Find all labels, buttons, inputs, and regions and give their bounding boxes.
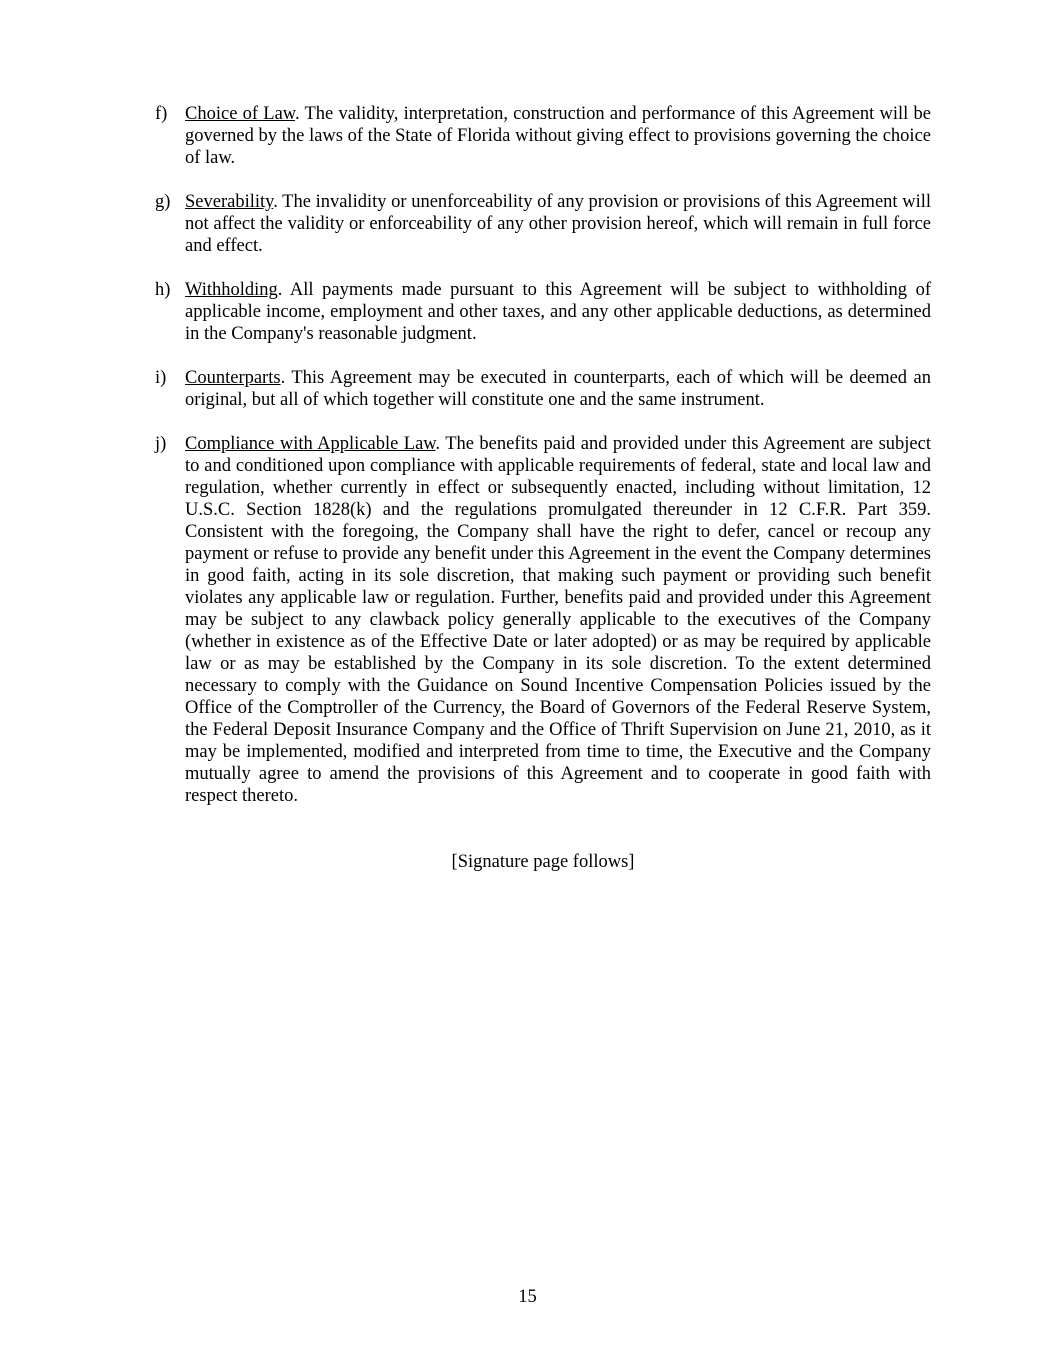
clause-f <box>155 103 931 169</box>
clause-heading: Withholding <box>185 280 278 300</box>
clause-j <box>155 433 931 807</box>
clause-list <box>155 103 931 873</box>
clause-body: . This Agreement may be executed in counterparts, each of which will be deemed an original, but all of which together will constitute one and the same instrument. <box>185 368 931 410</box>
clause-body: . The validity, interpretation, construction and performance of this Agreement will be governed by the laws of the State of Florida without giving effect to provisions governing the choice of law. <box>185 104 932 168</box>
clause-body: . All payments made pursuant to this Agreement will be subject to withholding of applicable income, employment and other taxes, and any other applicable deductions, as determined in the Company's reasonable judgment. <box>185 280 931 344</box>
clause-heading: Compliance with Applicable Law <box>185 434 436 454</box>
clause-g <box>155 191 931 257</box>
clause-h <box>155 279 931 345</box>
clause-heading: Counterparts <box>185 368 281 388</box>
clause-label: f) <box>155 104 168 124</box>
signature-page-note: [Signature page follows] <box>451 852 635 872</box>
clause-label: g) <box>155 192 171 212</box>
clause-heading: Choice of Law <box>185 104 295 124</box>
page-number: 15 <box>518 1287 537 1307</box>
clause-i <box>155 367 931 411</box>
clause-label: j) <box>155 434 167 454</box>
clause-heading: Severability <box>185 192 274 212</box>
clause-label: h) <box>155 280 171 300</box>
clause-label: i) <box>155 368 167 388</box>
clause-body: . The benefits paid and provided under this Agreement are subject to and conditioned upon compliance with applicable requirements of federal, state and local law and regulation, whether currently in effect or subsequently enacted, including without limitation, 12 U.S.C. Section 1828(k) and the regulations promulgated thereunder in 12 C.F.R. Part 359. Consistent with the foregoing, the Company shall have the right to defer, cancel or recoup any payment or refuse to provide any benefit under this Agreement in the event the Company determines in good faith, acting in its sole discretion, that making such payment or providing such benefit violates any applicable law or regulation. Further, benefits paid and provided under this Agreement may be subject to any clawback policy generally applicable to the executives of the Company (whether in existence as of the Effective Date or later adopted) or as may be required by applicable law or as may be established by the Company in its sole discretion. To the extent determined necessary to comply with the Guidance on Sound Incentive Compensation Policies issued by the Office of the Comptroller of the Currency, the Board of Governors of the Federal Reserve System, the Federal Deposit Insurance Company and the Office of Thrift Supervision on June 21, 2010, as it may be implemented, modified and interpreted from time to time, the Executive and the Company mutually agree to amend the provisions of this Agreement and to cooperate in good faith with respect thereto. <box>185 434 931 806</box>
clause-body: . The invalidity or unenforceability of any provision or provisions of this Agreement will not affect the validity or enforceability of any other provision hereof, which will remain in full force and effect. <box>185 192 931 256</box>
